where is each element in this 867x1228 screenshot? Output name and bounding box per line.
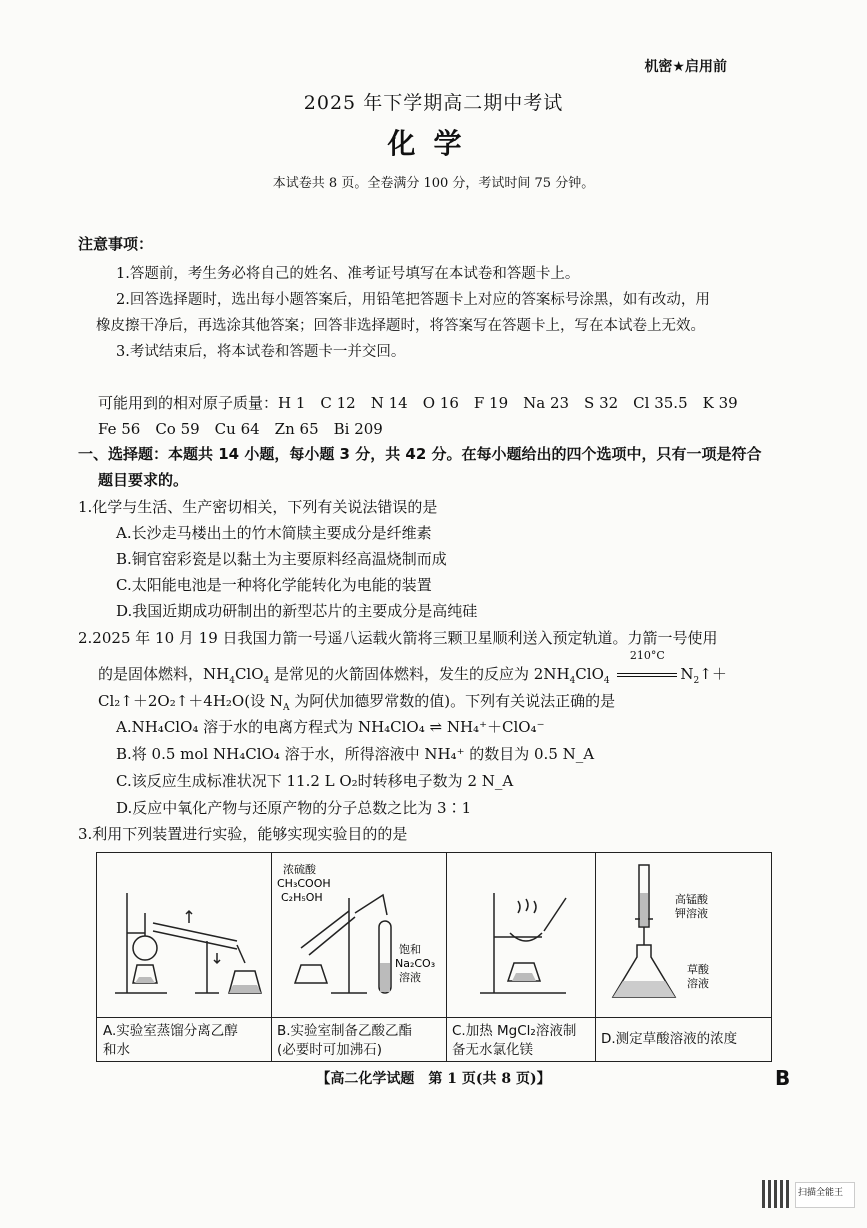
section-1-heading-cont: 题目要求的。 bbox=[98, 471, 189, 489]
apparatus-c bbox=[446, 853, 596, 1061]
q3-stem: 3.利用下列装置进行实验，能够实现实验目的的是 bbox=[78, 825, 408, 843]
apparatus-b bbox=[271, 853, 447, 1061]
page-footer: 【高二化学试题 第 1 页(共 8 页)】 bbox=[316, 1071, 551, 1087]
svg-text:浓硫酸: 浓硫酸 bbox=[283, 863, 316, 876]
q1-stem: 1.化学与生活、生产密切相关，下列有关说法错误的是 bbox=[78, 498, 438, 516]
q2-line-2: 的是固体燃料，$NH_4ClO_4$ 是常见的火箭固体燃料，发生的反应为 $2NH_4ClO_4$ 210°C $N_2↑+$ bbox=[98, 649, 727, 686]
apparatus-a bbox=[97, 853, 272, 1061]
svg-text:溶液: 溶液 bbox=[687, 977, 709, 990]
caption-c: C.加热 MgCl₂溶液制 备无水氯化镁 bbox=[446, 1017, 595, 1061]
notice-line-1: 1.答题前，考生务必将自己的姓名、准考证号填写在本试卷和答题卡上。 bbox=[116, 266, 580, 282]
caption-d: D.测定草酸溶液的浓度 bbox=[595, 1017, 771, 1061]
svg-text:草酸: 草酸 bbox=[687, 963, 709, 976]
atomic-masses-1: 可能用到的相对原子质量：H 1 C 12 N 14 O 16 F 19 Na 23 S 32 Cl 35.5 K 39 bbox=[98, 394, 738, 412]
notice-line-4: 3.考试结束后，将本试卷和答题卡一并交回。 bbox=[116, 344, 406, 360]
q2-option-b: B.将 0.5 mol NH₄ClO₄ 溶于水，所得溶液中 NH₄⁺ 的数目为 0.5 N_A bbox=[116, 745, 595, 763]
q2-line-1: 2.2025 年 10 月 19 日我国力箭一号遥八运载火箭将三颗卫星顺利送入预定轨道。力箭一号使用 bbox=[78, 629, 718, 647]
section-1-heading: 一、选择题：本题共 14 小题，每小题 3 分，共 42 分。在每小题给出的四个选项中，只有一项是符合 bbox=[78, 445, 762, 463]
svg-text:溶液: 溶液 bbox=[399, 971, 421, 984]
reaction-condition: 210°C bbox=[629, 649, 665, 662]
notice-heading: 注意事项： bbox=[78, 235, 154, 253]
scanner-watermark: 扫描全能王 bbox=[795, 1182, 855, 1208]
apparatus-d bbox=[595, 853, 771, 1061]
exam-title: 2025 年下学期高二期中考试 bbox=[303, 92, 564, 114]
notice-line-3: 橡皮擦干净后，再选涂其他答案；回答非选择题时，将答案写在答题卡上，写在本试卷上无效。 bbox=[96, 318, 705, 334]
apparatus-table bbox=[96, 852, 772, 1062]
atomic-masses-2: Fe 56 Co 59 Cu 64 Zn 65 Bi 209 bbox=[98, 420, 383, 438]
svg-text:钾溶液: 钾溶液 bbox=[675, 907, 708, 920]
q2-option-d: D.反应中氧化产物与还原产物的分子总数之比为 3∶1 bbox=[116, 799, 472, 817]
caption-a: A.实验室蒸馏分离乙醇 和水 bbox=[97, 1017, 271, 1061]
distillation-apparatus-icon bbox=[97, 853, 271, 1017]
confidential-mark: 机密★启用前 bbox=[644, 59, 727, 75]
q1-option-d: D.我国近期成功研制出的新型芯片的主要成分是高纯硅 bbox=[116, 602, 478, 620]
qr-code-icon bbox=[762, 1180, 790, 1208]
evaporation-apparatus-icon bbox=[446, 853, 595, 1017]
titration-apparatus-icon bbox=[595, 853, 771, 1017]
svg-text:C₂H₅OH: C₂H₅OH bbox=[281, 891, 323, 904]
caption-b: B.实验室制备乙酸乙酯 (必要时可加沸石) bbox=[271, 1017, 446, 1061]
q2-option-a: A.NH₄ClO₄ 溶于水的电离方程式为 NH₄ClO₄ ⇌ NH₄⁺＋ClO₄⁻ bbox=[116, 718, 545, 736]
svg-text:Na₂CO₃: Na₂CO₃ bbox=[395, 957, 436, 970]
svg-text:CH₃COOH: CH₃COOH bbox=[277, 877, 331, 890]
q1-option-c: C.太阳能电池是一种将化学能转化为电能的装置 bbox=[116, 576, 432, 594]
exam-info: 本试卷共 8 页。全卷满分 100 分，考试时间 75 分钟。 bbox=[272, 176, 595, 191]
paper-version: B bbox=[775, 1066, 791, 1090]
svg-text:饱和: 饱和 bbox=[399, 943, 421, 956]
svg-text:高锰酸: 高锰酸 bbox=[675, 893, 708, 906]
notice-line-2: 2.回答选择题时，选出每小题答案后，用铅笔把答题卡上对应的答案标号涂黑，如有改动，用 bbox=[116, 292, 710, 308]
q1-option-b: B.铜官窑彩瓷是以黏土为主要原料经高温烧制而成 bbox=[116, 550, 447, 568]
ester-apparatus-icon bbox=[271, 853, 446, 1017]
q1-option-a: A.长沙走马楼出土的竹木简牍主要成分是纤维素 bbox=[116, 524, 432, 542]
q2-line-3: Cl₂↑＋2O₂↑＋4H₂O(设 $N_A$ 为阿伏加德罗常数的值)。下列有关说法正确的是 bbox=[98, 692, 616, 713]
q2-option-c: C.该反应生成标准状况下 11.2 L O₂时转移电子数为 2 N_A bbox=[116, 772, 514, 790]
subject-title: 化学 bbox=[387, 127, 480, 160]
